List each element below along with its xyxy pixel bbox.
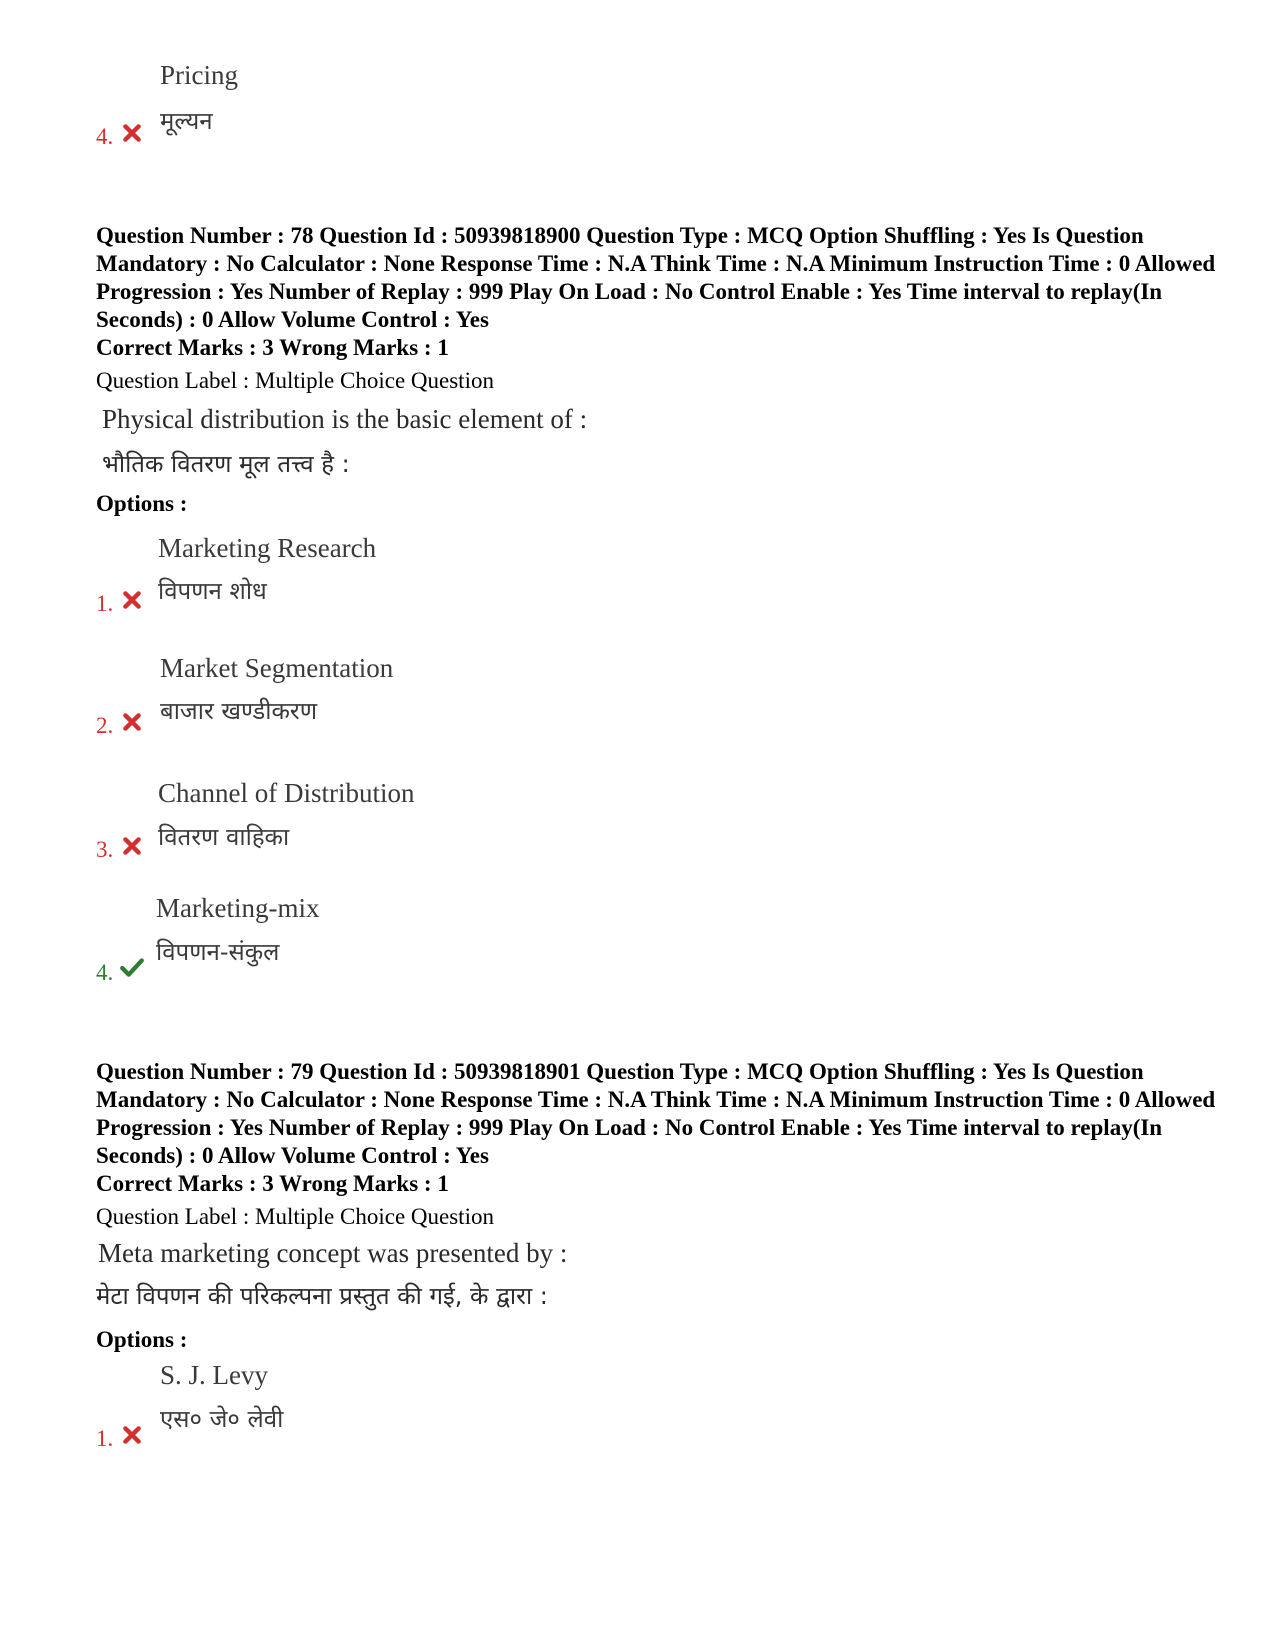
option-text-en: Market Segmentation xyxy=(160,653,394,683)
option-number: 4. xyxy=(96,124,114,149)
question-text-hi: भौतिक वितरण मूल तत्त्व है : xyxy=(102,450,350,478)
option-text-hi: मूल्यन xyxy=(160,107,213,135)
options-heading: Options : xyxy=(96,491,188,516)
option-text-hi: एस० जे० लेवी xyxy=(160,1405,284,1433)
question-marks: Correct Marks : 3 Wrong Marks : 1 xyxy=(96,1171,449,1196)
option-text-hi: विपणन शोध xyxy=(158,577,267,605)
option-text-en: Marketing-mix xyxy=(156,893,320,923)
option-text-en: Channel of Distribution xyxy=(158,778,415,808)
cross-icon xyxy=(121,122,143,144)
question-text-en: Physical distribution is the basic element of : xyxy=(102,404,588,434)
question-label: Question Label : Multiple Choice Question xyxy=(96,368,494,393)
option-text-en: Marketing Research xyxy=(158,533,377,563)
cross-icon xyxy=(121,835,143,857)
option-text-hi: विपणन-संकुल xyxy=(156,938,280,966)
options-heading: Options : xyxy=(96,1327,188,1352)
question-marks: Correct Marks : 3 Wrong Marks : 1 xyxy=(96,335,449,360)
option-text-en: Pricing xyxy=(160,60,238,90)
option-number: 3. xyxy=(96,837,114,862)
question-meta: Question Number : 78 Question Id : 50939818900 Question Type : MCQ Option Shuffling : Yes Is Question Mandatory : No Calculator : None Response Time : N.A Think Time : N.A Minimum Instruction Time : 0 Allowed Progression : Yes Number of Replay : 999 Play On Load : No Control Enable : Yes Time interval to replay(In Seconds) : 0 Allow Volume Control : Yes xyxy=(96,223,1216,332)
question-text-hi: मेटा विपणन की परिकल्पना प्रस्तुत की गई, के द्वारा : xyxy=(96,1282,548,1310)
question-meta: Question Number : 79 Question Id : 50939818901 Question Type : MCQ Option Shuffling : Yes Is Question Mandatory : No Calculator : None Response Time : N.A Think Time : N.A Minimum Instruction Time : 0 Allowed Progression : Yes Number of Replay : 999 Play On Load : No Control Enable : Yes Time interval to replay(In Seconds) : 0 Allow Volume Control : Yes xyxy=(96,1059,1216,1168)
option-number: 1. xyxy=(96,591,114,616)
cross-icon xyxy=(121,1424,143,1446)
option-text-hi: बाजार खण्डीकरण xyxy=(160,697,318,725)
cross-icon xyxy=(121,711,143,733)
question-label: Question Label : Multiple Choice Question xyxy=(96,1204,494,1229)
option-number: 1. xyxy=(96,1426,114,1451)
option-number: 4. xyxy=(96,960,114,985)
check-icon xyxy=(119,954,145,980)
option-text-en: S. J. Levy xyxy=(160,1360,268,1390)
cross-icon xyxy=(121,589,143,611)
option-number: 2. xyxy=(96,713,114,738)
option-text-hi: वितरण वाहिका xyxy=(158,823,290,851)
question-text-en: Meta marketing concept was presented by : xyxy=(98,1238,568,1268)
